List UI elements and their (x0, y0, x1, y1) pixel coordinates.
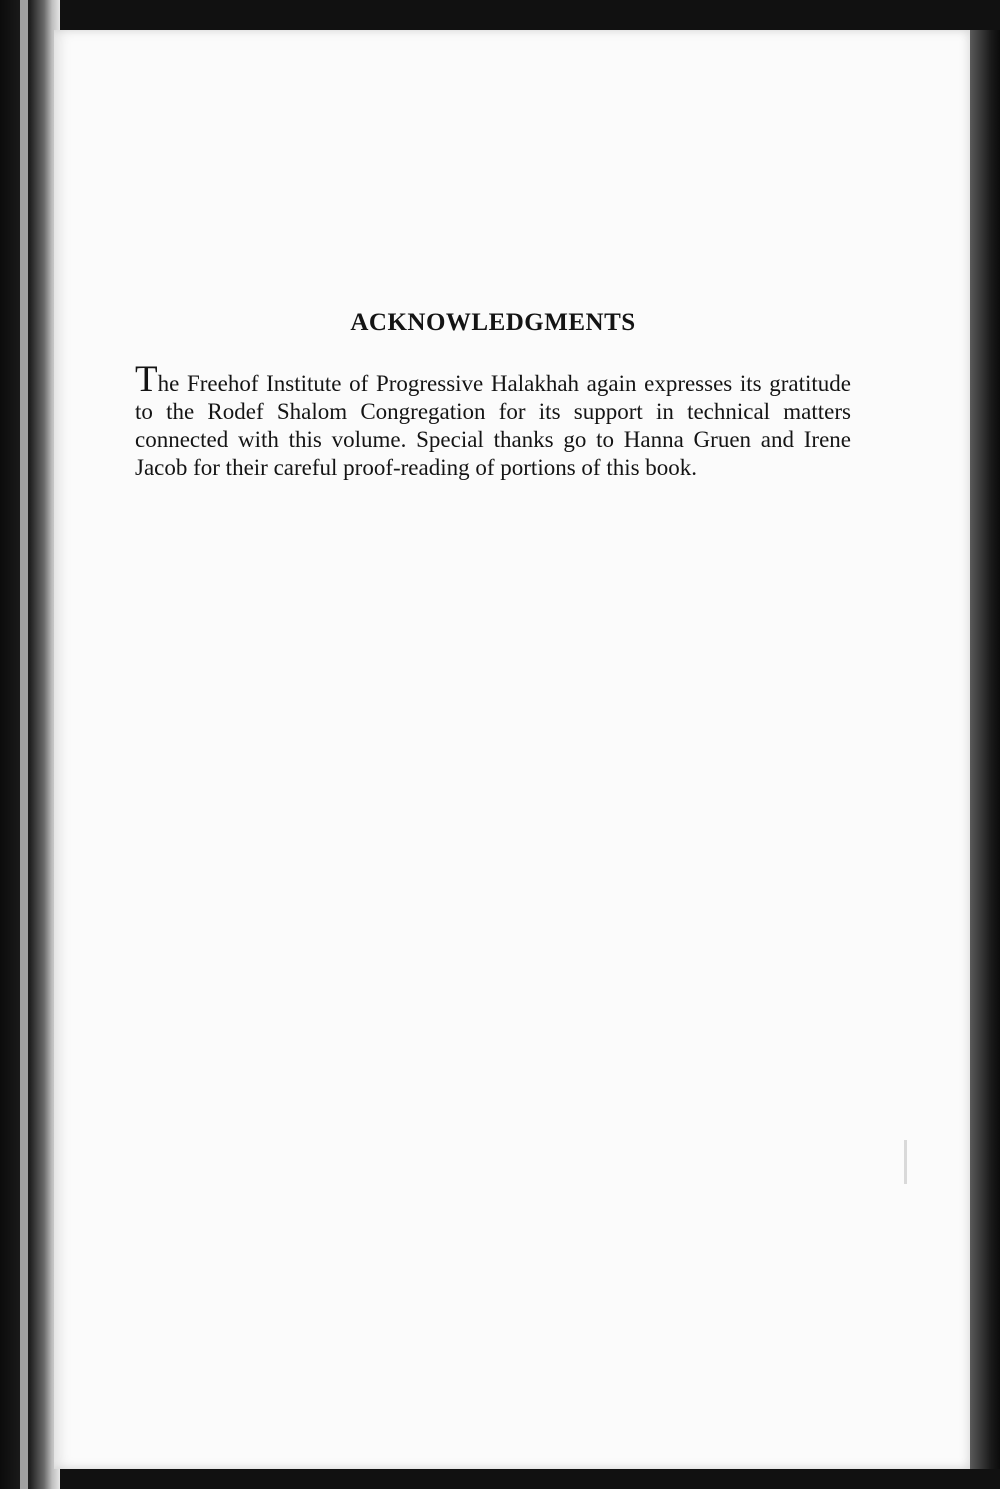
acknowledgments-body: he Freehof Institute of Progressive Halakhah again expresses its gratitude to the Rodef Shalom Congregation for its support in technical matters connected with this volume. Special thanks go to Hanna Gruen and Irene Jacob for their careful proof-reading of portions of this book. (135, 371, 851, 480)
book-right-edge (970, 30, 1000, 1469)
page-margin-mark (904, 1140, 907, 1184)
drop-cap-letter: T (135, 359, 158, 400)
book-gutter-edge (0, 0, 60, 1489)
page-title: ACKNOWLEDGMENTS (350, 309, 636, 336)
acknowledgments-paragraph (135, 359, 851, 482)
reverse-side-bleed-through (135, 200, 853, 306)
gutter-fold (20, 0, 28, 1489)
acknowledgments-section (135, 306, 851, 482)
